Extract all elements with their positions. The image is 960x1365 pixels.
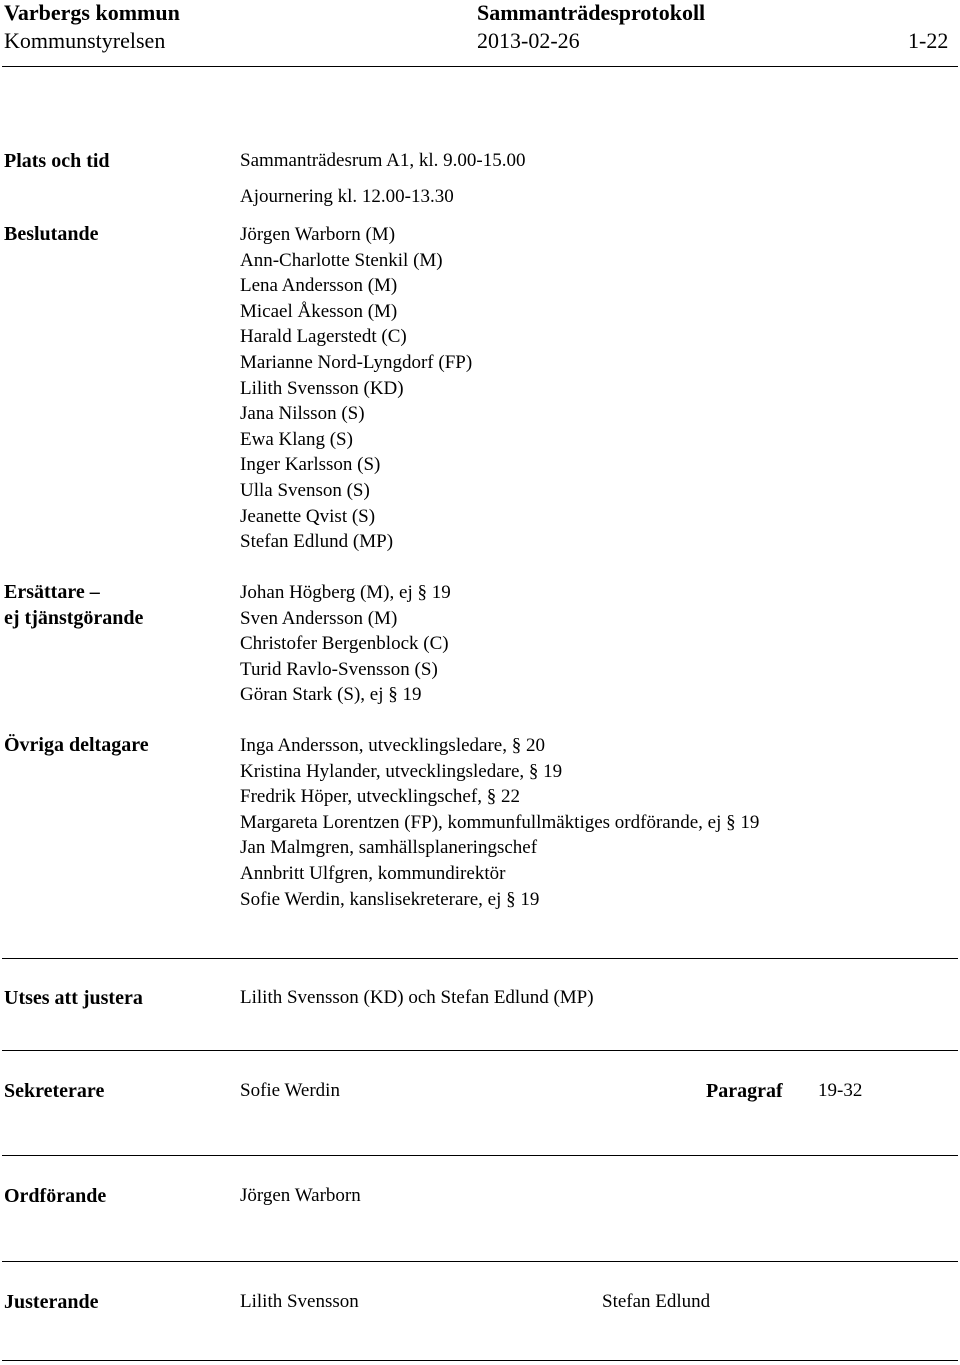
plats-time: Sammanträdesrum A1, kl. 9.00-15.00 bbox=[240, 150, 526, 171]
document-type: Sammanträdesprotokoll bbox=[477, 0, 706, 25]
section-divider bbox=[2, 1261, 958, 1262]
list-item: Johan Högberg (M), ej § 19 bbox=[240, 582, 451, 603]
list-item: Ulla Svenson (S) bbox=[240, 479, 370, 501]
list-item: Harald Lagerstedt (C) bbox=[240, 326, 407, 348]
ovriga-list bbox=[240, 733, 759, 912]
plats-adjournment: Ajournering kl. 12.00-13.30 bbox=[240, 186, 454, 207]
utses-label: Utses att justera bbox=[4, 987, 143, 1009]
list-item: Lilith Svensson (KD) bbox=[240, 377, 404, 399]
list-item: Sven Andersson (M) bbox=[240, 607, 398, 629]
list-item: Inger Karlsson (S) bbox=[240, 454, 381, 476]
list-item: Inga Andersson, utvecklingsledare, § 20 bbox=[240, 735, 545, 756]
list-item: Jan Malmgren, samhällsplaneringschef bbox=[240, 837, 538, 859]
section-divider bbox=[2, 958, 958, 959]
justerande-label: Justerande bbox=[4, 1291, 99, 1313]
plats-label: Plats och tid bbox=[4, 150, 110, 172]
list-item: Kristina Hylander, utvecklingsledare, § 19 bbox=[240, 760, 563, 782]
list-item: Margareta Lorentzen (FP), kommunfullmäktiges ordförande, ej § 19 bbox=[240, 811, 760, 833]
list-item: Ewa Klang (S) bbox=[240, 428, 353, 450]
list-item: Göran Stark (S), ej § 19 bbox=[240, 684, 422, 706]
list-item: Stefan Edlund (MP) bbox=[240, 531, 394, 553]
list-item: Jana Nilsson (S) bbox=[240, 403, 365, 425]
page-range: 1-22 bbox=[908, 28, 949, 53]
list-item: Ann-Charlotte Stenkil (M) bbox=[240, 249, 443, 271]
list-item: Lena Andersson (M) bbox=[240, 275, 398, 297]
ersattare-label bbox=[4, 580, 143, 631]
list-item: Fredrik Höper, utvecklingschef, § 22 bbox=[240, 786, 520, 808]
list-item: Sofie Werdin, kanslisekreterare, ej § 19 bbox=[240, 888, 540, 910]
ordforande-label: Ordförande bbox=[4, 1185, 107, 1207]
org-name: Varbergs kommun bbox=[4, 0, 180, 25]
sekreterare-label: Sekreterare bbox=[4, 1080, 105, 1102]
justerande-value-1: Lilith Svensson bbox=[240, 1291, 359, 1312]
list-item: Marianne Nord-Lyngdorf (FP) bbox=[240, 351, 473, 373]
ersattare-list bbox=[240, 580, 451, 708]
list-item: Jeanette Qvist (S) bbox=[240, 505, 376, 527]
bottom-divider bbox=[2, 1360, 958, 1361]
section-divider bbox=[2, 1155, 958, 1156]
beslutande-list bbox=[240, 222, 472, 555]
justerande-value-2: Stefan Edlund bbox=[602, 1291, 711, 1312]
ersattare-label-line1: Ersättare – bbox=[4, 581, 100, 603]
paragraf-value: 19-32 bbox=[818, 1080, 863, 1101]
section-divider bbox=[2, 1050, 958, 1051]
list-item: Annbritt Ulfgren, kommundirektör bbox=[240, 862, 506, 884]
list-item: Micael Åkesson (M) bbox=[240, 300, 398, 322]
paragraf-label: Paragraf bbox=[706, 1080, 783, 1102]
list-item: Christofer Bergenblock (C) bbox=[240, 633, 449, 655]
utses-value: Lilith Svensson (KD) och Stefan Edlund (MP) bbox=[240, 987, 594, 1008]
committee-name: Kommunstyrelsen bbox=[4, 28, 166, 53]
meeting-date: 2013-02-26 bbox=[477, 28, 580, 53]
ordforande-value: Jörgen Warborn bbox=[240, 1185, 361, 1206]
header-divider bbox=[2, 66, 958, 67]
list-item: Turid Ravlo-Svensson (S) bbox=[240, 658, 438, 680]
ersattare-label-line2: ej tjänstgörande bbox=[4, 606, 144, 629]
beslutande-label: Beslutande bbox=[4, 223, 99, 245]
list-item: Jörgen Warborn (M) bbox=[240, 224, 396, 245]
sekreterare-value: Sofie Werdin bbox=[240, 1080, 340, 1101]
ovriga-label: Övriga deltagare bbox=[4, 734, 149, 756]
